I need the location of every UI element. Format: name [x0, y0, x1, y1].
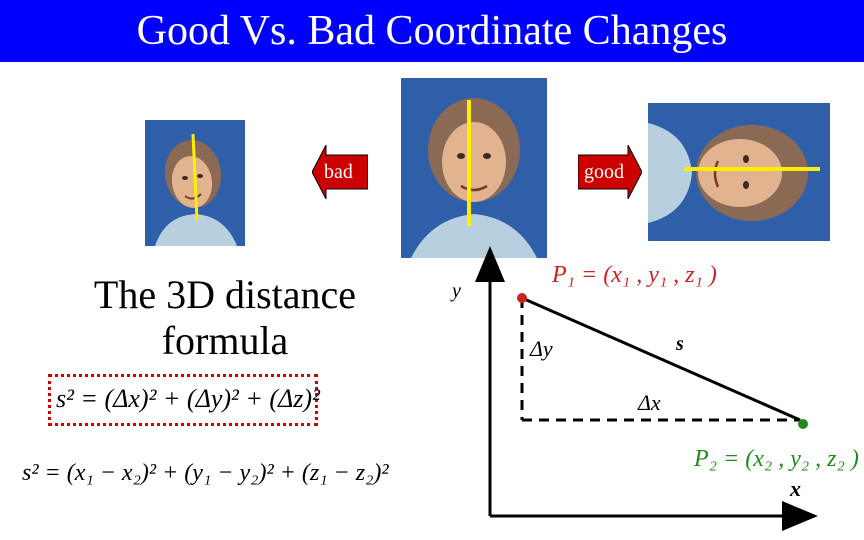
point-p1 [517, 293, 527, 303]
dy-label: Δy [530, 336, 553, 361]
y-axis-label: y [452, 280, 461, 302]
x-axis-label: x [790, 476, 801, 501]
expanded-formula: s² = (x₁ − x₂)² + (y₁ − y₂)² + (z₁ − z₂)² [22, 460, 389, 486]
p2-label: P₂ = (x₂ , y₂ , z₂ ) [694, 446, 859, 472]
s-segment [522, 298, 800, 420]
point-p2 [798, 419, 808, 429]
slide-title: Good Vs. Bad Coordinate Changes [136, 8, 728, 54]
boxed-formula: s² = (Δx)² + (Δy)² + (Δz)² [56, 384, 320, 413]
bad-label: bad [324, 161, 353, 183]
s-label: s [676, 333, 684, 355]
distance-formula-caption: The 3D distance formula [93, 272, 357, 363]
good-label: good [584, 161, 624, 183]
dx-label: Δx [638, 390, 661, 415]
p1-label: P₁ = (x₁ , y₁ , z₁ ) [552, 262, 717, 288]
